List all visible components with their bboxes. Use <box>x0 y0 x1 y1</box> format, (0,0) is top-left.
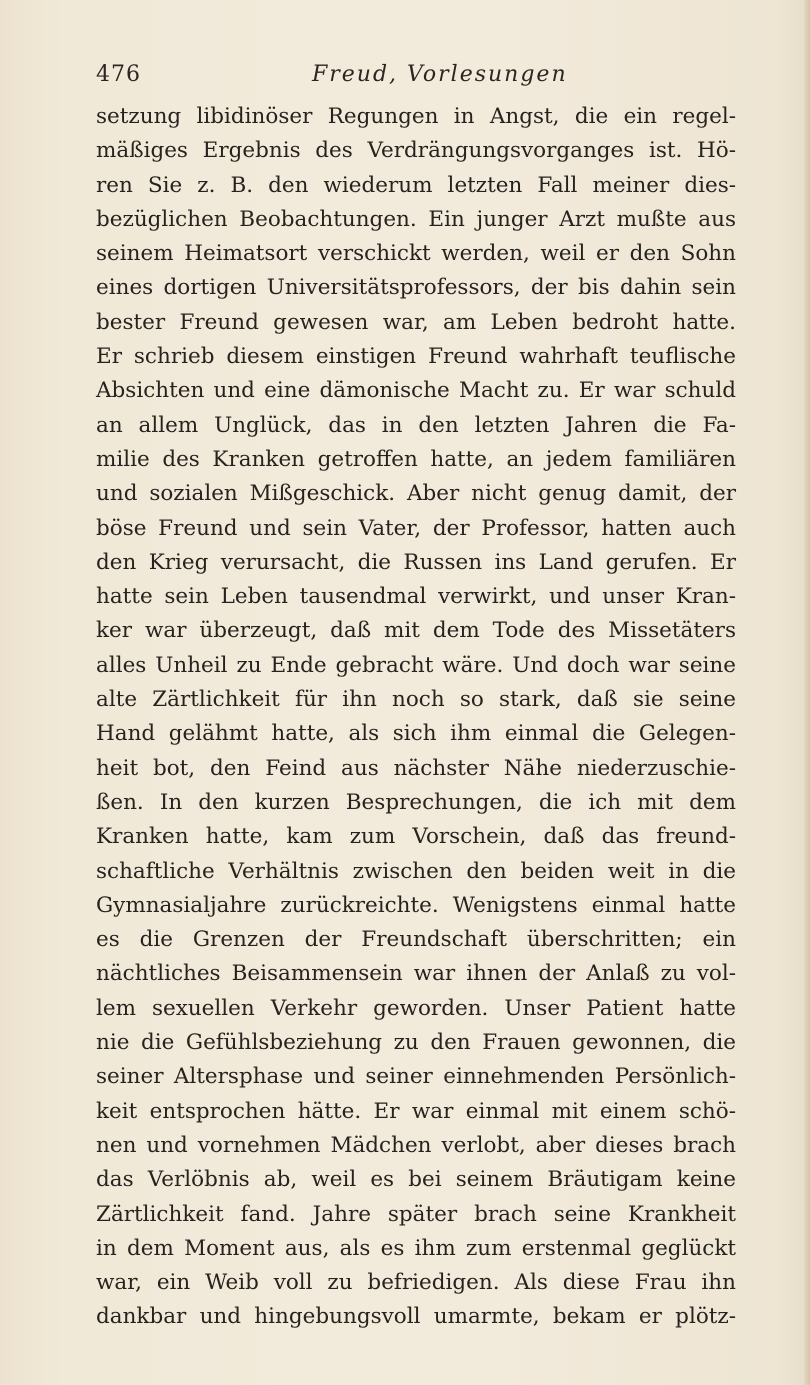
text-line: den Krieg verursacht, die Russen ins Land gerufen. Er <box>96 549 736 575</box>
text-line: heit bot, den Feind aus nächster Nähe niederzuschie- <box>96 755 736 781</box>
text-line: und sozialen Mißgeschick. Aber nicht genug damit, der <box>96 481 736 507</box>
text-line: Er schrieb diesem einstigen Freund wahrhaft teuflische <box>96 344 736 370</box>
text-line: ren Sie z. B. den wiederum letzten Fall meiner dies- <box>96 172 736 198</box>
text-line: mäßiges Ergebnis des Verdrängungsvorganges ist. Hö- <box>96 138 736 164</box>
text-line: Zärtlichkeit fand. Jahre später brach seine Krankheit <box>96 1201 736 1227</box>
page-number: 476 <box>96 62 141 87</box>
running-title: Freud, Vorlesungen <box>312 62 568 87</box>
text-line: lem sexuellen Verkehr geworden. Unser Patient hatte <box>96 995 736 1021</box>
text-line: bester Freund gewesen war, am Leben bedroht hatte. <box>96 309 736 335</box>
text-line: ßen. In den kurzen Besprechungen, die ich mit dem <box>96 789 736 815</box>
text-line: war, ein Weib voll zu befriedigen. Als diese Frau ihn <box>96 1270 736 1296</box>
page-edge <box>804 0 810 1385</box>
text-line: böse Freund und sein Vater, der Professor, hatten auch <box>96 515 736 541</box>
text-line: schaftliche Verhältnis zwischen den beiden weit in die <box>96 858 736 884</box>
text-line: hatte sein Leben tausendmal verwirkt, und unser Kran- <box>96 584 736 610</box>
text-line: Gymnasialjahre zurückreichte. Wenigstens einmal hatte <box>96 892 736 918</box>
text-line: das Verlöbnis ab, weil es bei seinem Bräutigam keine <box>96 1167 736 1193</box>
text-line: seinem Heimatsort verschickt werden, weil er den Sohn <box>96 241 736 267</box>
text-line: Absichten und eine dämonische Macht zu. Er war schuld <box>96 378 736 404</box>
text-line: milie des Kranken getroffen hatte, an jedem familiären <box>96 446 736 472</box>
text-line: bezüglichen Beobachtungen. Ein junger Arzt mußte aus <box>96 206 736 232</box>
body-text <box>96 100 736 1335</box>
text-line: alles Unheil zu Ende gebracht wäre. Und doch war seine <box>96 652 736 678</box>
text-line: Hand gelähmt hatte, als sich ihm einmal die Gelegen- <box>96 721 736 747</box>
text-line: dankbar und hingebungsvoll umarmte, bekam er plötz- <box>96 1304 736 1330</box>
text-line: an allem Unglück, das in den letzten Jahren die Fa- <box>96 412 736 438</box>
text-line: keit entsprochen hätte. Er war einmal mit einem schö- <box>96 1098 736 1124</box>
text-line: setzung libidinöser Regungen in Angst, die ein regel- <box>96 104 736 129</box>
text-line: nächtliches Beisammensein war ihnen der Anlaß zu vol- <box>96 961 736 987</box>
text-line: in dem Moment aus, als es ihm zum erstenmal geglückt <box>96 1235 736 1261</box>
text-line: es die Grenzen der Freundschaft überschritten; ein <box>96 927 736 953</box>
text-line: nie die Gefühlsbeziehung zu den Frauen gewonnen, die <box>96 1030 736 1056</box>
text-line: nen und vornehmen Mädchen verlobt, aber dieses brach <box>96 1132 736 1158</box>
text-line: ker war überzeugt, daß mit dem Tode des Missetäters <box>96 618 736 644</box>
text-line: Kranken hatte, kam zum Vorschein, daß das freund- <box>96 824 736 850</box>
text-line: seiner Altersphase und seiner einnehmenden Persönlich- <box>96 1064 736 1090</box>
text-line: eines dortigen Universitätsprofessors, der bis dahin sein <box>96 275 736 301</box>
page-header <box>96 62 736 98</box>
text-line: alte Zärtlichkeit für ihn noch so stark, daß sie seine <box>96 687 736 713</box>
